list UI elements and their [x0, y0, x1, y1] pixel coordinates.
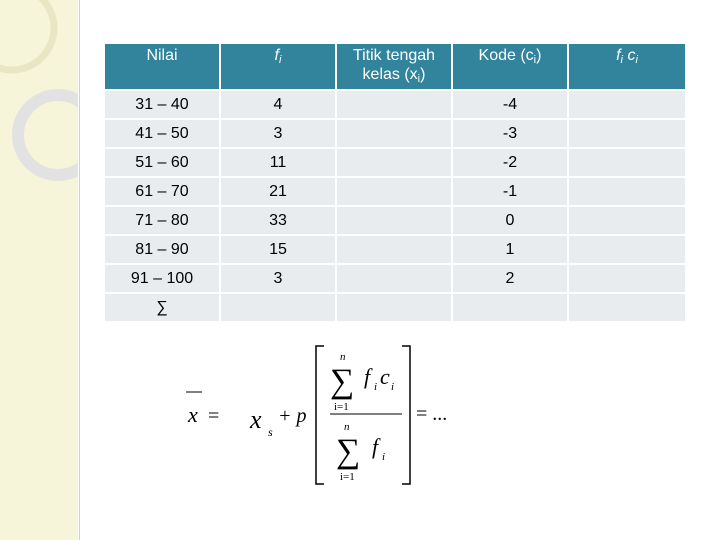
- table-row: [105, 236, 685, 263]
- cell-xi: [337, 265, 451, 292]
- table-sum-row: [105, 294, 685, 321]
- cell-fi: 3: [221, 120, 335, 147]
- cell-fici: [569, 91, 685, 118]
- sum-xi-cell: [337, 294, 451, 321]
- numerator-c: c: [380, 364, 390, 389]
- numerator-c-sub: i: [391, 381, 395, 393]
- cell-fi: 4: [221, 91, 335, 118]
- numerator-upper-limit: n: [340, 351, 346, 363]
- sum-fici-cell: [569, 294, 685, 321]
- decorative-circles: [0, 0, 78, 540]
- numerator-lower-limit: i=1: [334, 401, 349, 413]
- cell-nilai: 41 – 50: [105, 120, 219, 147]
- cell-ci: -2: [453, 149, 567, 176]
- cell-ci: -4: [453, 91, 567, 118]
- cell-fici: [569, 265, 685, 292]
- header-kode: Kode $(c_i)$: [453, 44, 567, 89]
- table-header-row: [105, 44, 685, 89]
- sum-fi-cell: [221, 294, 335, 321]
- formula-xs: x: [250, 405, 262, 434]
- cell-xi: [337, 207, 451, 234]
- cell-fi: 3: [221, 265, 335, 292]
- denominator-f: f: [372, 434, 379, 459]
- cell-nilai: 91 – 100: [105, 265, 219, 292]
- cell-nilai: 61 – 70: [105, 178, 219, 205]
- table-row: [105, 178, 685, 205]
- cell-ci: -1: [453, 178, 567, 205]
- cell-xi: [337, 149, 451, 176]
- sum-ci-cell: [453, 294, 567, 321]
- formula-xs-sub: s: [268, 425, 273, 439]
- cell-ci: 0: [453, 207, 567, 234]
- cell-fi: 11: [221, 149, 335, 176]
- formula-plus-p: + p: [278, 405, 307, 427]
- header-titik-tengah: Titik tengah kelas $(x_i)$: [337, 44, 451, 89]
- table-row: [105, 120, 685, 147]
- cell-ci: -3: [453, 120, 567, 147]
- denominator-lower-limit: i=1: [340, 471, 355, 483]
- cell-xi: [337, 236, 451, 263]
- cell-xi: [337, 91, 451, 118]
- header-nilai: Nilai: [105, 44, 219, 89]
- cell-fici: [569, 120, 685, 147]
- header-fi-ci: $f_i$ $c_i$: [569, 44, 685, 89]
- cell-nilai: 51 – 60: [105, 149, 219, 176]
- cell-nilai: 71 – 80: [105, 207, 219, 234]
- header-fi: $f_i$: [221, 44, 335, 89]
- denominator-upper-limit: n: [344, 421, 350, 433]
- mean-formula: [180, 340, 480, 490]
- cell-nilai: 81 – 90: [105, 236, 219, 263]
- table-row: [105, 265, 685, 292]
- cell-fici: [569, 236, 685, 263]
- denominator-f-sub: i: [382, 451, 386, 463]
- table-row: [105, 207, 685, 234]
- cell-fi: 15: [221, 236, 335, 263]
- table-row: [105, 91, 685, 118]
- formula-result: = ...: [416, 403, 448, 425]
- cell-xi: [337, 120, 451, 147]
- formula-equals: =: [208, 405, 220, 427]
- cell-fici: [569, 178, 685, 205]
- cell-fi: 21: [221, 178, 335, 205]
- cell-ci: 1: [453, 236, 567, 263]
- numerator-sigma: ∑: [330, 363, 355, 400]
- sum-symbol-cell: ∑: [105, 294, 219, 321]
- cell-fici: [569, 149, 685, 176]
- cell-fici: [569, 207, 685, 234]
- cell-xi: [337, 178, 451, 205]
- numerator-f-sub: i: [374, 381, 378, 393]
- table-row: [105, 149, 685, 176]
- frequency-table: [103, 42, 687, 323]
- numerator-f: f: [364, 364, 371, 389]
- denominator-sigma: ∑: [336, 433, 361, 470]
- formula-graphic: [180, 340, 480, 490]
- cell-ci: 2: [453, 265, 567, 292]
- sidebar-divider: [79, 0, 80, 540]
- formula-xbar: x: [188, 402, 198, 427]
- decorative-sidebar: [0, 0, 78, 540]
- cell-nilai: 31 – 40: [105, 91, 219, 118]
- cell-fi: 33: [221, 207, 335, 234]
